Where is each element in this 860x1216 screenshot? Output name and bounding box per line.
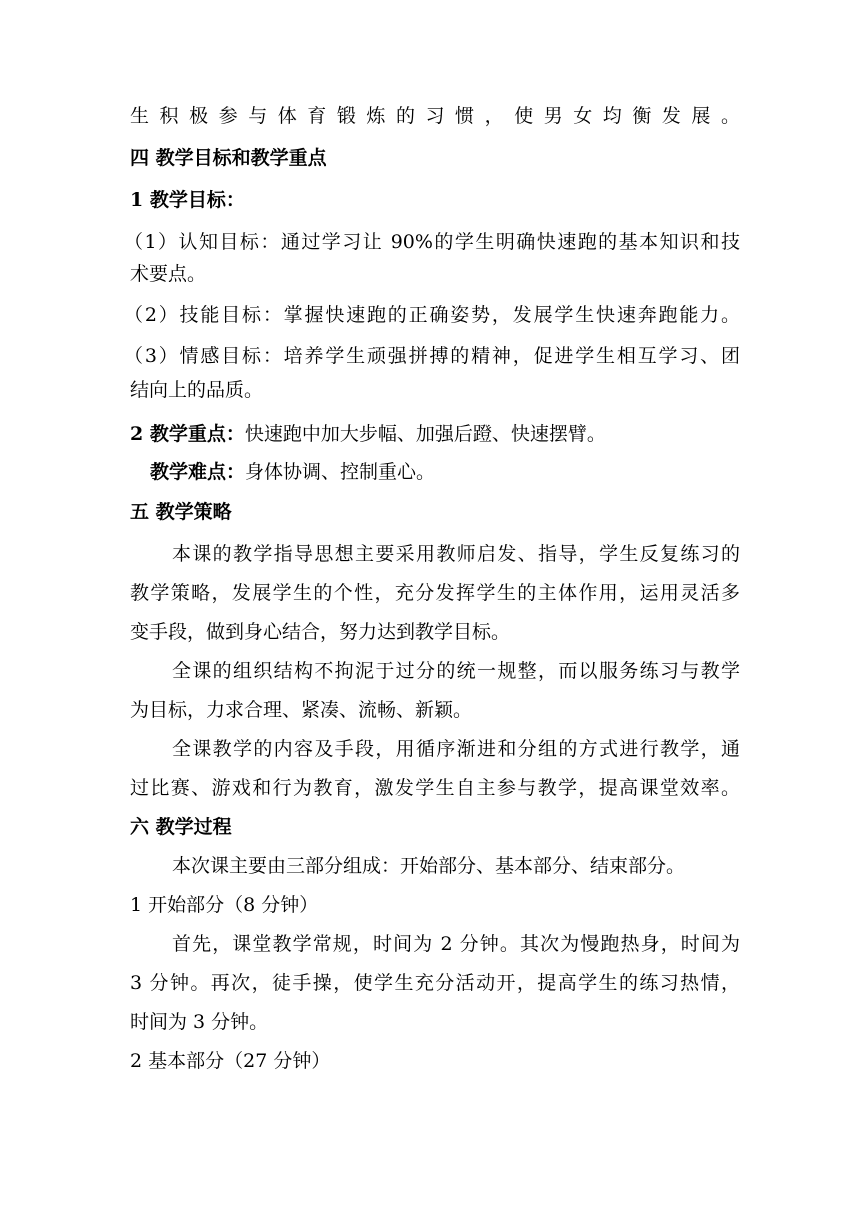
teaching-difficulty-text: 身体协调、控制重心。 — [245, 461, 436, 483]
strategy-paragraph-line: 本课的教学指导思想主要采用教师启发、指导，学生反复练习的 — [172, 543, 740, 565]
strategy-paragraph-line: 变手段，做到身心结合，努力达到教学目标。 — [130, 621, 511, 643]
opening-paragraph-line: 3 分钟。再次，徒手操，使学生充分活动开，提高学生的练习热情， — [130, 972, 740, 994]
goal-item-cognitive-cont: 术要点。 — [130, 263, 207, 285]
goal-item-cognitive: （1）认知目标：通过学习让 90%的学生明确快速跑的基本知识和技 — [124, 231, 740, 253]
goal-item-affective-cont: 结向上的品质。 — [130, 379, 264, 401]
goal-item-skill: （2）技能目标：掌握快速跑的正确姿势，发展学生快速奔跑能力。 — [124, 304, 740, 326]
teaching-difficulty-line — [150, 459, 760, 485]
structure-paragraph-line: 为目标，力求合理、紧凑、流畅、新颖。 — [130, 699, 473, 721]
goal-item-affective: （3）情感目标：培养学生顽强拼搏的精神，促进学生相互学习、团 — [124, 345, 740, 367]
section-heading-five: 五 教学策略 — [130, 501, 232, 523]
teaching-key-point-text: 快速跑中加大步幅、加强后蹬、快速摆臂。 — [244, 423, 606, 445]
method-paragraph-line: 过比赛、游戏和行为教育，激发学生自主参与教学，提高课堂效率。 — [130, 777, 740, 799]
subheading-opening-part: 1 开始部分（8 分钟） — [130, 894, 319, 916]
teaching-key-point-label: 2 教学重点： — [130, 423, 245, 445]
section-heading-six: 六 教学过程 — [130, 816, 232, 838]
process-paragraph-line: 本次课主要由三部分组成：开始部分、基本部分、结束部分。 — [172, 855, 686, 877]
structure-paragraph-line: 全课的组织结构不拘泥于过分的统一规整，而以服务练习与教学 — [172, 660, 740, 682]
strategy-paragraph-line: 教学策略，发展学生的个性，充分发挥学生的主体作用，运用灵活多 — [130, 582, 740, 604]
subheading-basic-part: 2 基本部分（27 分钟） — [130, 1050, 331, 1072]
opening-paragraph-line: 时间为 3 分钟。 — [130, 1011, 269, 1033]
subheading-teaching-goals: 1 教学目标： — [130, 189, 245, 211]
paragraph-line: 生积极参与体育锻炼的习惯，使男女均衡发展。 — [130, 105, 740, 127]
section-heading-four: 四 教学目标和教学重点 — [130, 147, 327, 169]
opening-paragraph-line: 首先，课堂教学常规，时间为 2 分钟。其次为慢跑热身，时间为 — [172, 933, 740, 955]
teaching-key-point-line — [130, 421, 740, 447]
method-paragraph-line: 全课教学的内容及手段，用循序渐进和分组的方式进行教学，通 — [172, 738, 740, 760]
teaching-difficulty-label: 教学难点： — [150, 461, 246, 483]
